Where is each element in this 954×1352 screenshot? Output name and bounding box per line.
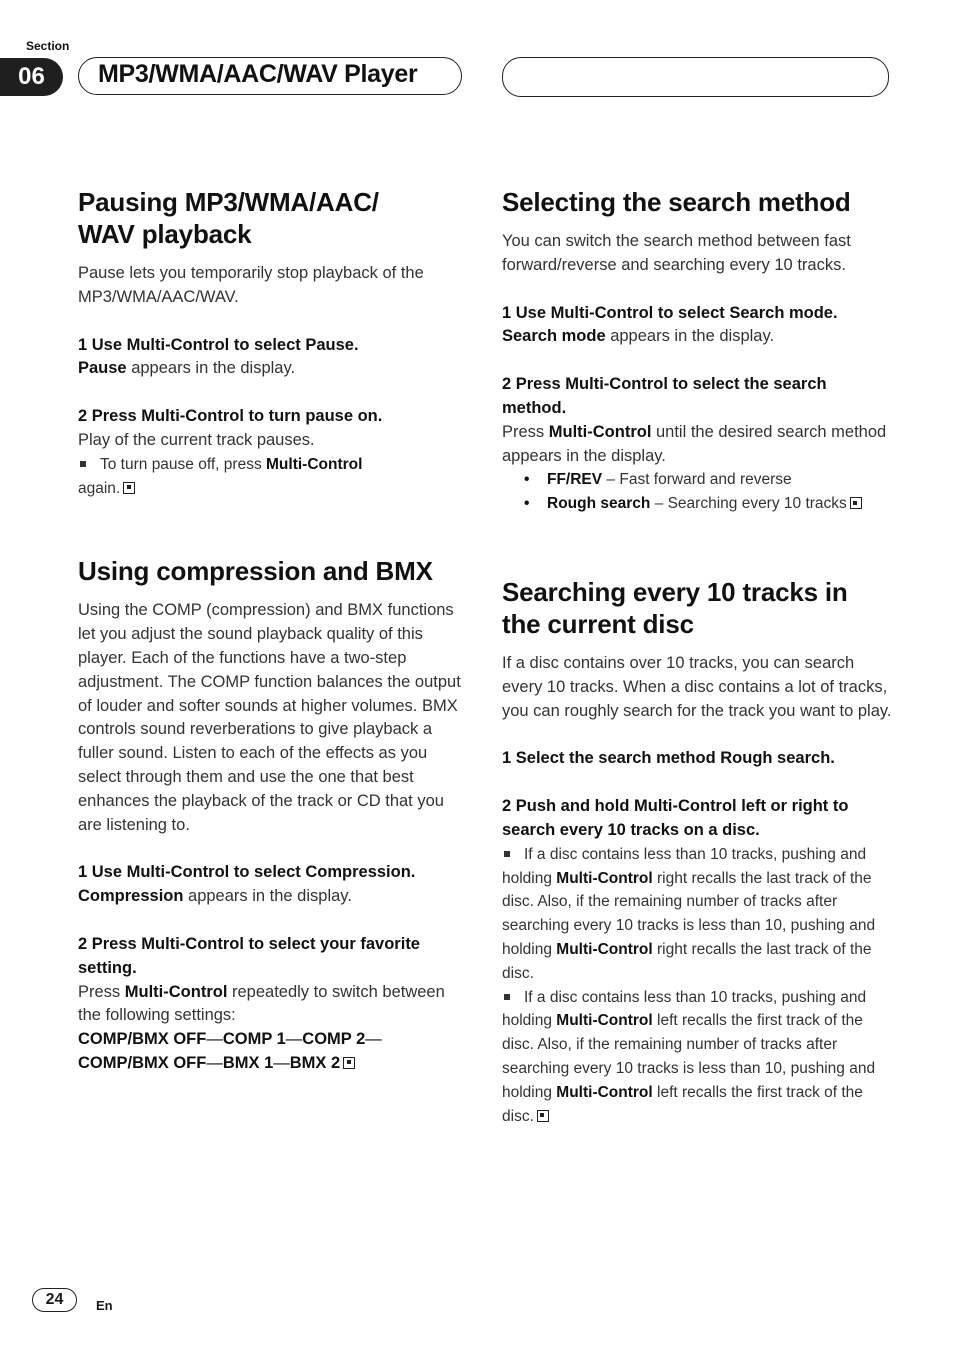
search-step-1-result: Search mode appears in the display. bbox=[502, 327, 775, 346]
every10-intro: If a disc contains over 10 tracks, you can search every 10 tracks. When a disc contains a lot of tracks, you can roughly search for the track you want to play. bbox=[502, 653, 892, 720]
every10-note-1: If a disc contains less than 10 tracks, pushing and holding Multi-Control right recalls the last track of the disc. Also, if the remaining number of tracks after searching every 10 tracks is less than 10, pushing and holding Multi-Control right recalls the last track of the disc. bbox=[502, 845, 876, 982]
section-number-badge: 06 bbox=[0, 58, 63, 96]
left-column bbox=[78, 186, 468, 1076]
pause-note: To turn pause off, press Multi-Control again. bbox=[78, 455, 363, 497]
bmx-step-1-result: Compression appears in the display. bbox=[78, 887, 352, 906]
bmx-sequence-1: COMP/BMX OFF—COMP 1—COMP 2— bbox=[78, 1030, 382, 1049]
pause-heading: Pausing MP3/WMA/AAC/ WAV playback bbox=[78, 187, 379, 249]
section-label: Section bbox=[26, 39, 70, 53]
search-intro: You can switch the search method between fast forward/reverse and searching every 10 tracks. bbox=[502, 232, 851, 274]
every10-step-1: 1 Select the search method Rough search. bbox=[502, 749, 835, 768]
pause-step-2-result: Play of the current track pauses. bbox=[78, 430, 315, 449]
pause-step-1-result: Pause appears in the display. bbox=[78, 359, 296, 378]
bmx-heading: Using compression and BMX bbox=[78, 556, 433, 587]
end-mark-icon bbox=[123, 482, 135, 494]
every10-heading: Searching every 10 tracks in the current disc bbox=[502, 576, 848, 639]
note-bullet-icon bbox=[504, 994, 510, 1000]
every10-note-2: If a disc contains less than 10 tracks, pushing and holding Multi-Control left recalls the first track of the disc. Also, if the remaining number of tracks after searching every 10 tracks is less than 10, pushing and holding Multi-Control left recalls the first track of the disc. bbox=[502, 988, 876, 1125]
page-number: 24 bbox=[32, 1288, 77, 1312]
search-step-1: 1 Use Multi-Control to select Search mode. bbox=[502, 303, 838, 322]
end-mark-icon bbox=[537, 1110, 549, 1122]
bmx-sequence-2: COMP/BMX OFF—BMX 1—BMX 2 bbox=[78, 1052, 468, 1076]
search-step-2: 2 Press Multi-Control to select the search method. bbox=[502, 375, 827, 417]
pause-intro: Pause lets you temporarily stop playback of the MP3/WMA/AAC/WAV. bbox=[78, 264, 424, 306]
list-item: • Rough search – Searching every 10 tracks bbox=[524, 492, 892, 516]
section-title: MP3/WMA/AAC/WAV Player bbox=[98, 60, 418, 88]
every10-step-2: 2 Push and hold Multi-Control left or right to search every 10 tracks on a disc. bbox=[502, 797, 849, 839]
language-label: En bbox=[96, 1298, 113, 1313]
bmx-step-1: 1 Use Multi-Control to select Compression. bbox=[78, 863, 416, 882]
search-heading: Selecting the search method bbox=[502, 187, 851, 217]
note-bullet-icon bbox=[504, 851, 510, 857]
pause-step-2: 2 Press Multi-Control to turn pause on. bbox=[78, 407, 383, 426]
list-item: • FF/REV – Fast forward and reverse bbox=[524, 468, 892, 492]
end-mark-icon bbox=[343, 1057, 355, 1069]
bmx-step-2-result: Press Multi-Control repeatedly to switch between the following settings: bbox=[78, 982, 445, 1025]
bmx-intro: Using the COMP (compression) and BMX functions let you adjust the sound playback quality of this player. Each of the functions have a two-step adjustment. The COMP function balances the output of louder and softer sounds at higher volumes. BMX controls sound reverberations to give playback a fuller sound. Listen to each of the effects as you select through them and use the one that best enhances the playback of the track or CD that you are listening to. bbox=[78, 601, 461, 834]
header-empty-frame bbox=[502, 57, 889, 97]
search-options-list bbox=[502, 468, 892, 516]
pause-step-1: 1 Use Multi-Control to select Pause. bbox=[78, 335, 359, 354]
note-bullet-icon bbox=[80, 461, 86, 467]
bmx-step-2: 2 Press Multi-Control to select your favorite setting. bbox=[78, 934, 420, 977]
right-column bbox=[502, 186, 892, 1128]
search-step-2-result: Press Multi-Control until the desired search method appears in the display. bbox=[502, 422, 887, 465]
end-mark-icon bbox=[850, 497, 862, 509]
